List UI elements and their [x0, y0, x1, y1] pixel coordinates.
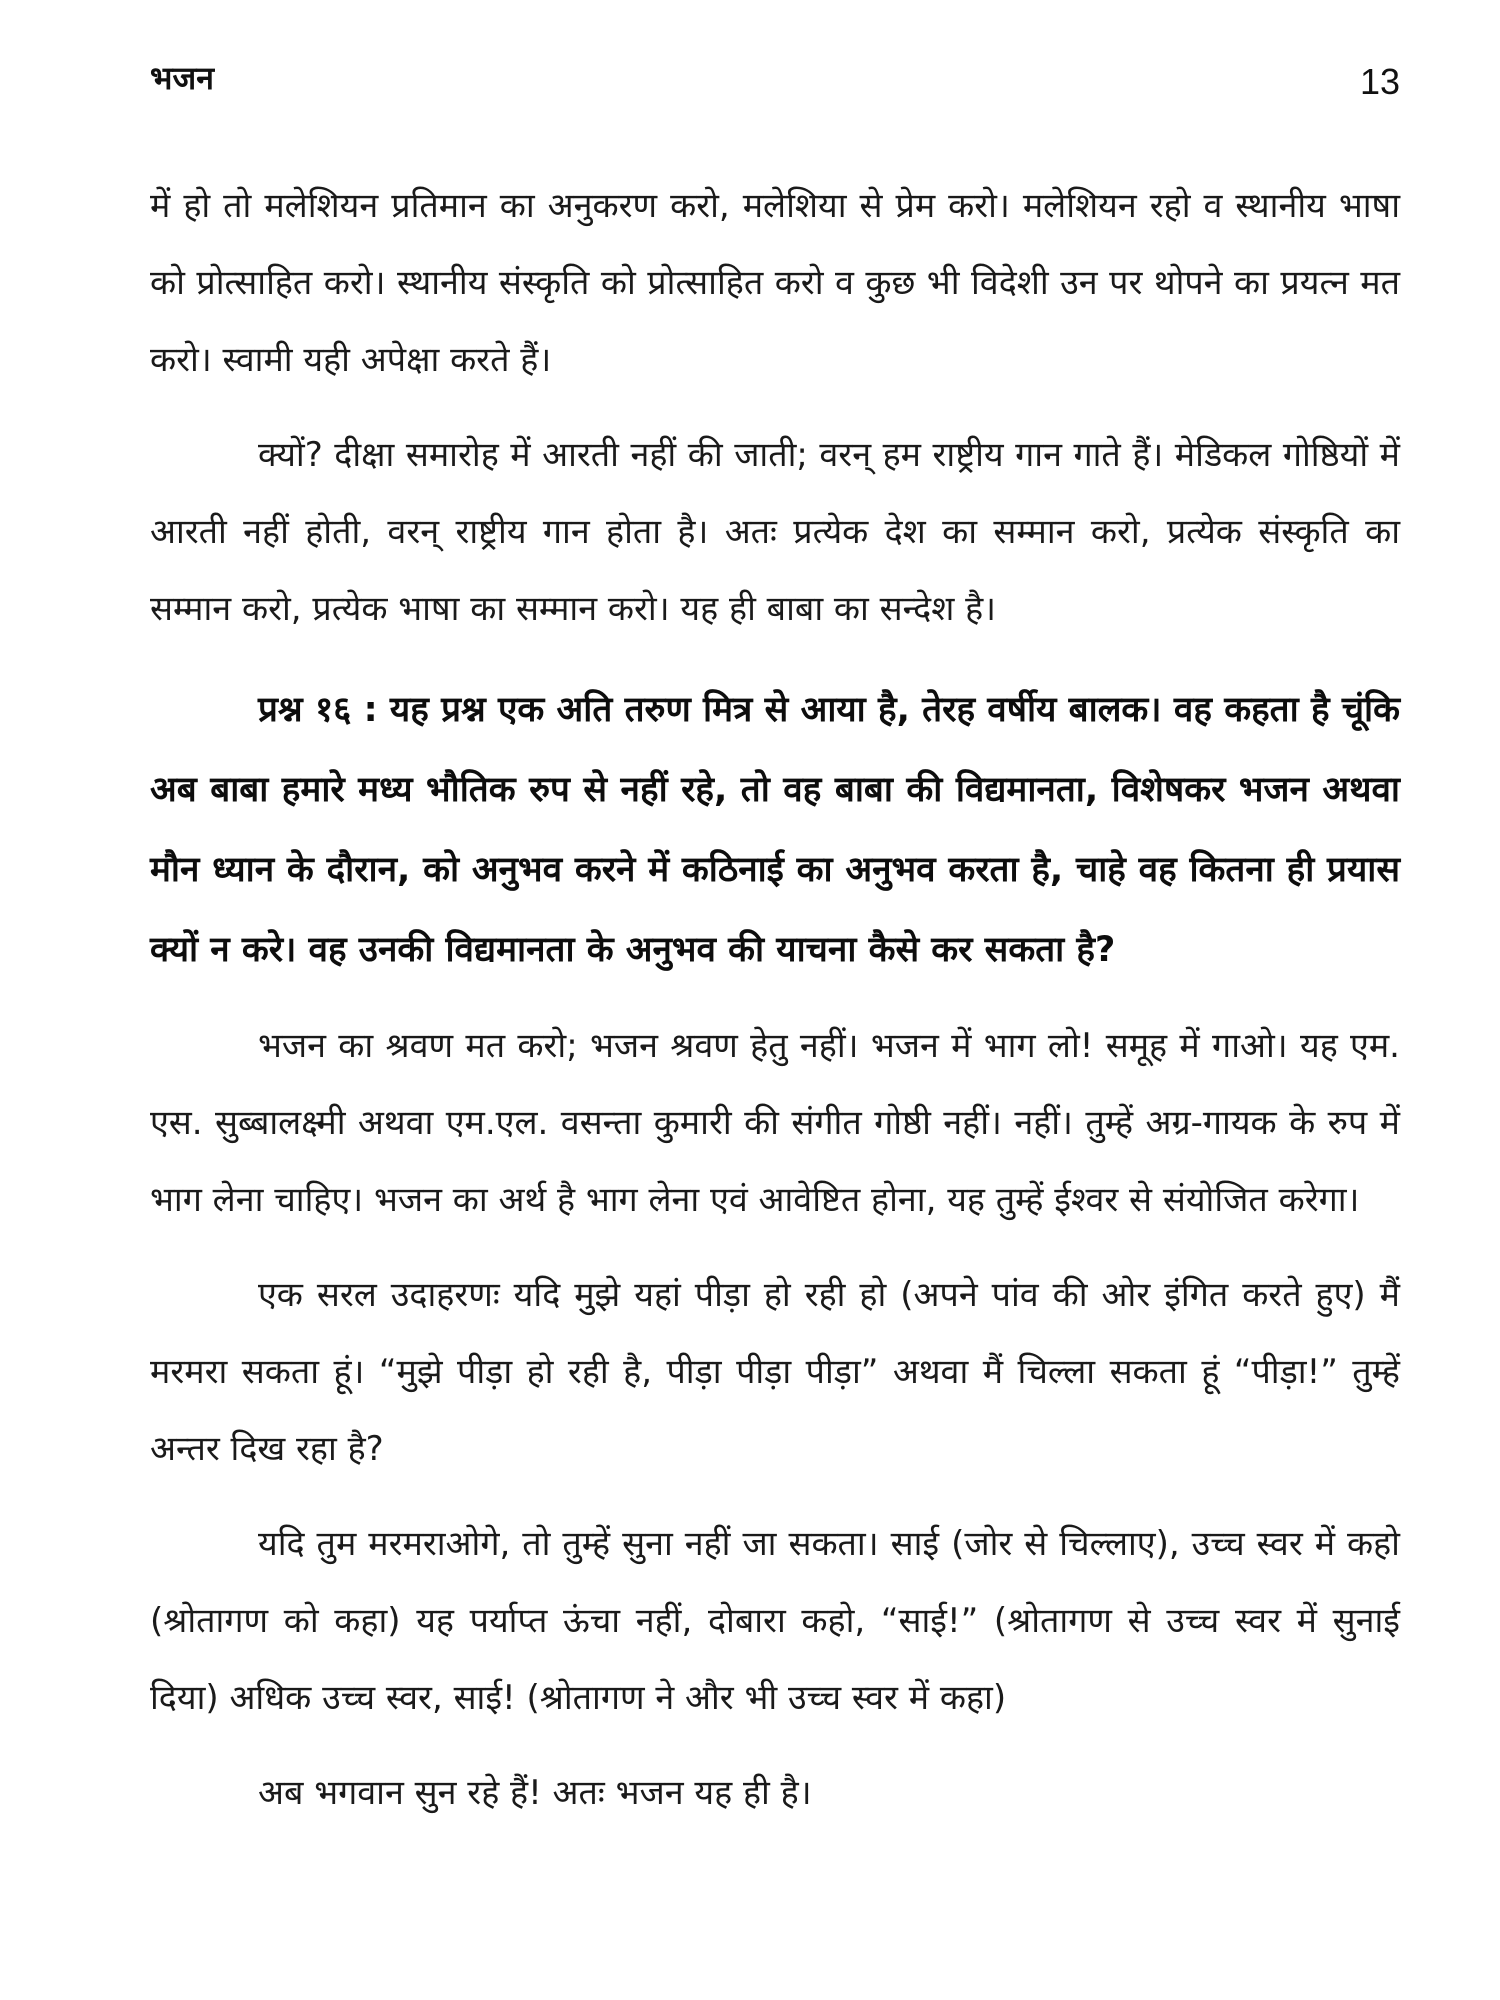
- question-16: प्रश्न १६ : यह प्रश्न एक अति तरुण मित्र से आया है, तेरह वर्षीय बालक। वह कहता है चूंकि अब बाबा हमारे मध्य भौतिक रुप से नहीं रहे, तो वह बाबा की विद्यमानता, विशेषकर भजन अथवा मौन ध्यान के दौरान, को अनुभव करने में कठिनाई का अनुभव करता है, चाहे वह कितना ही प्रयास क्यों न करे। वह उनकी विद्यमानता के अनुभव की याचना कैसे कर सकता है?: [150, 690, 1400, 970]
- paragraph-continuation: में हो तो मलेशियन प्रतिमान का अनुकरण करो, मलेशिया से प्रेम करो। मलेशियन रहो व स्थानीय भाषा को प्रोत्साहित करो। स्थानीय संस्कृति को प्रोत्साहित करो व कुछ भी विदेशी उन पर थोपने का प्रयत्न मत करो। स्वामी यही अपेक्षा करते हैं।: [150, 186, 1400, 380]
- paragraph-simple-example: एक सरल उदाहरणः यदि मुझे यहां पीड़ा हो रही हो (अपने पांव की ओर इंगित करते हुए) मैं मरमरा सकता हूं। “मुझे पीड़ा हो रही है, पीड़ा पीड़ा पीड़ा” अथवा मैं चिल्ला सकता हूं “पीड़ा!” तुम्हें अन्तर दिख रहा है?: [150, 1275, 1400, 1469]
- page-header: [150, 58, 1400, 118]
- paragraph-respect-nations: क्यों? दीक्षा समारोह में आरती नहीं की जाती; वरन् हम राष्ट्रीय गान गाते हैं। मेडिकल गोष्ठियों में आरती नहीं होती, वरन् राष्ट्रीय गान होता है। अतः प्रत्येक देश का सम्मान करो, प्रत्येक संस्कृति का सम्मान करो, प्रत्येक भाषा का सम्मान करो। यह ही बाबा का सन्देश है।: [150, 435, 1400, 629]
- running-head: भजन: [150, 59, 215, 97]
- paragraph-sai-chant: यदि तुम मरमराओगे, तो तुम्हें सुना नहीं जा सकता। साई (जोर से चिल्लाए), उच्च स्वर में कहो (श्रोतागण को कहा) यह पर्याप्त ऊंचा नहीं, दोबारा कहो, “साई!” (श्रोतागण से उच्च स्वर में सुनाई दिया) अधिक उच्च स्वर, साई! (श्रोतागण ने और भी उच्च स्वर में कहा): [150, 1524, 1400, 1718]
- page-number: 13: [1359, 61, 1400, 102]
- page-body: [150, 168, 1400, 1832]
- paragraph-conclusion: अब भगवान सुन रहे हैं! अतः भजन यह ही है।: [258, 1773, 812, 1813]
- paragraph-bhajan-participation: भजन का श्रवण मत करो; भजन श्रवण हेतु नहीं। भजन में भाग लो! समूह में गाओ। यह एम. एस. सुब्बालक्ष्मी अथवा एम.एल. वसन्ता कुमारी की संगीत गोष्ठी नहीं। नहीं। तुम्हें अग्र-गायक के रुप में भाग लेना चाहिए। भजन का अर्थ है भाग लेना एवं आवेष्टित होना, यह तुम्हें ईश्वर से संयोजित करेगा।: [150, 1026, 1400, 1220]
